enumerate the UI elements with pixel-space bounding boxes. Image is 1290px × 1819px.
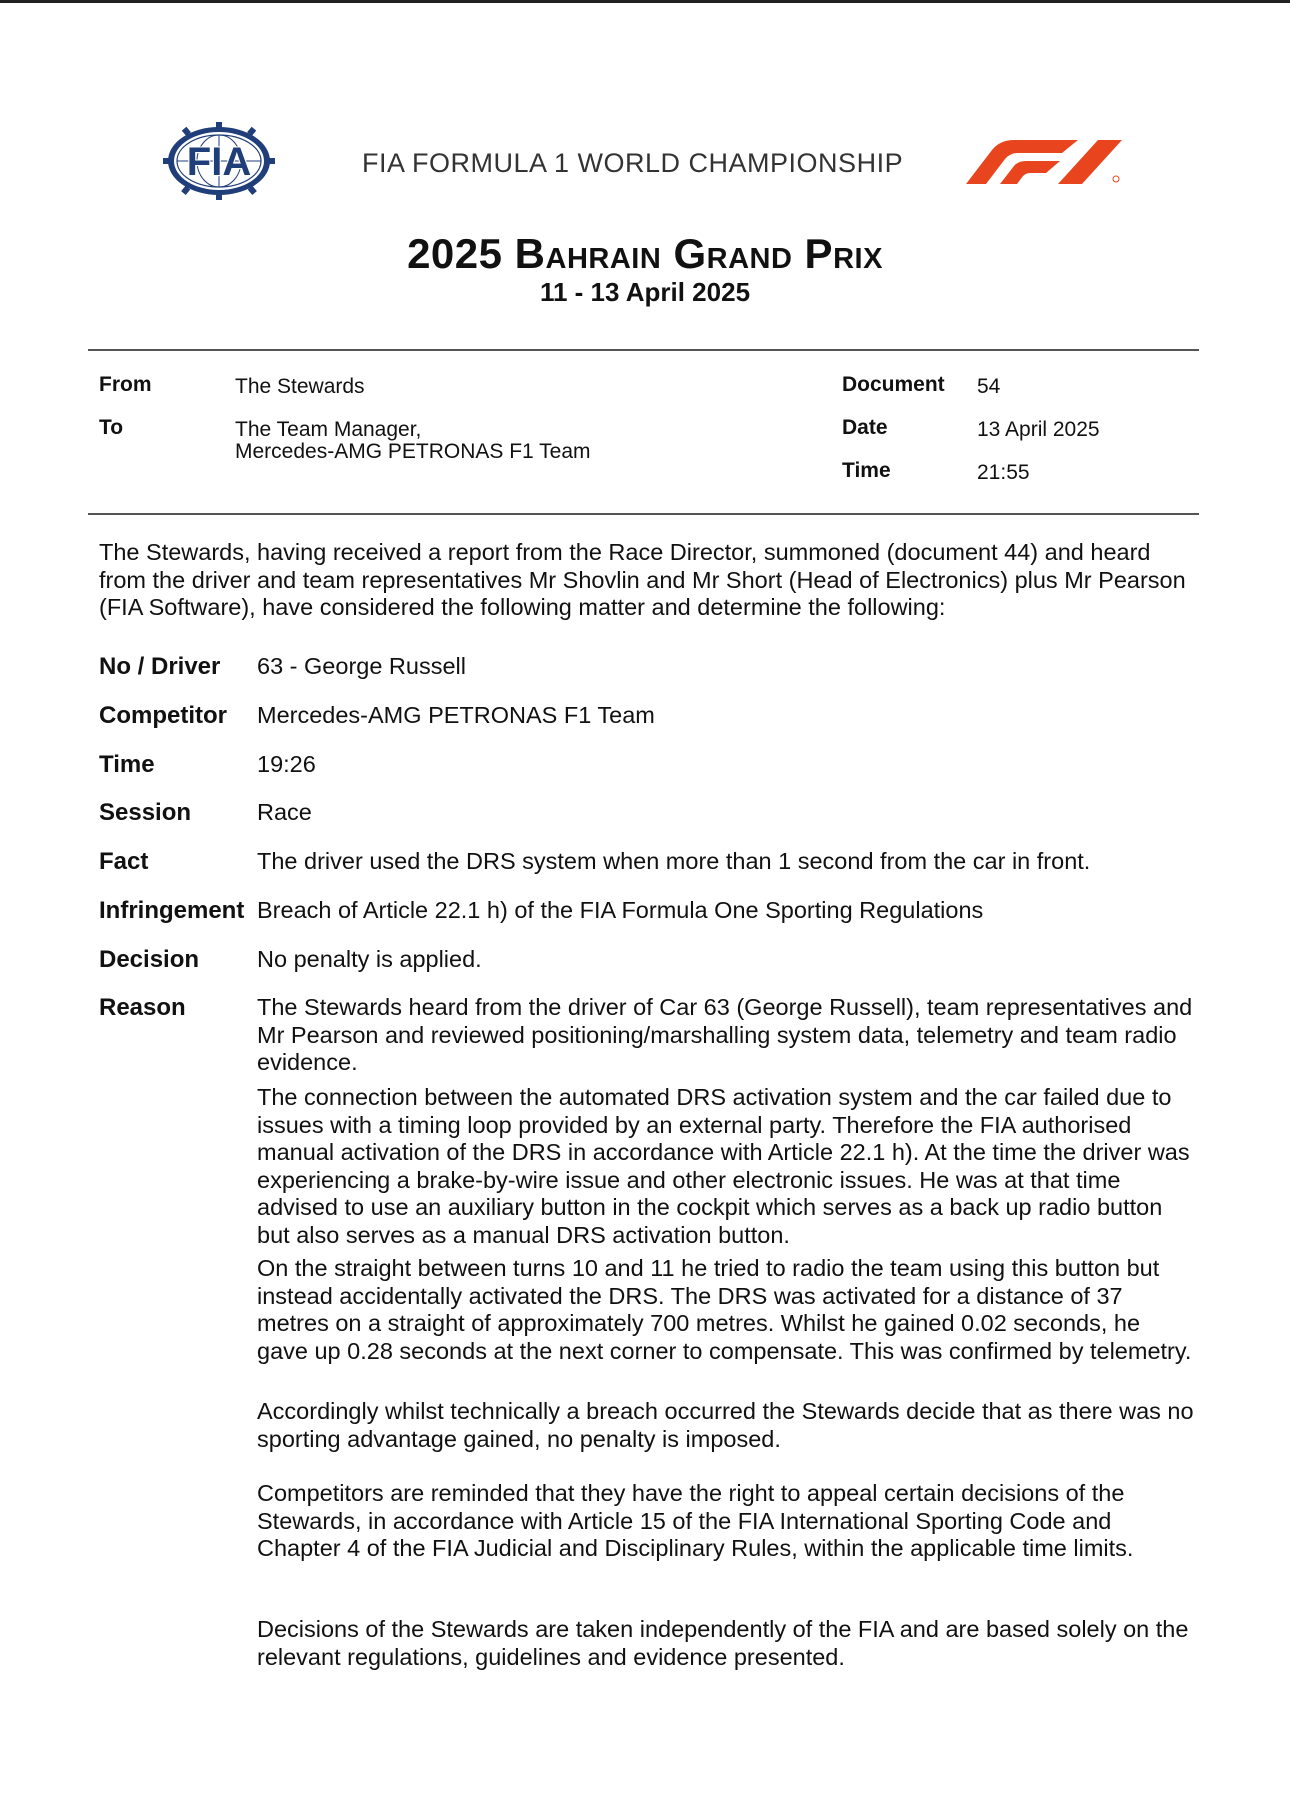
infringement-value: Breach of Article 22.1 h) of the FIA Formula One Sporting Regulations	[257, 897, 984, 923]
from-label: From	[99, 373, 152, 396]
meta-divider	[88, 513, 1199, 515]
document-number: 54	[977, 375, 1001, 398]
competitor-value: Mercedes-AMG PETRONAS F1 Team	[257, 702, 655, 728]
decision-label: Decision	[99, 946, 200, 973]
time-value: 21:55	[977, 461, 1030, 484]
reason-paragraph-3: On the straight between turns 10 and 11 he tried to radio the team using this button but instead accidentally activated the DRS. The DRS was activated for a distance of 37 metres on a straight of approximately 700 metres. Whilst he gained 0.02 seconds, he gave up 0.28 seconds at the next corner to compensate. This was confirmed by telemetry.	[257, 1255, 1192, 1364]
independence-notice: Decisions of the Stewards are taken independently of the FIA and are based solely on the relevant regulations, guidelines and evidence presented.	[257, 1616, 1189, 1670]
fact-label: Fact	[99, 848, 149, 875]
document-label: Document	[842, 373, 945, 396]
header-divider	[88, 349, 1199, 351]
infringement-label: Infringement	[99, 897, 245, 924]
f1-logo-icon	[966, 138, 1122, 184]
reason-paragraph-1: The Stewards heard from the driver of Car 63 (George Russell), team representatives and Mr Pearson and reviewed positioning/marshalling system data, telemetry and team radio evidence.	[257, 994, 1193, 1075]
reason-paragraph-4: Accordingly whilst technically a breach occurred the Stewards decide that as there was no sporting advantage gained, no penalty is imposed.	[257, 1398, 1194, 1452]
from-value: The Stewards	[235, 375, 365, 398]
driver-value: 63 - George Russell	[257, 653, 466, 679]
decision-value: No penalty is applied.	[257, 946, 482, 972]
grand-prix-title: 2025 Bahrain Grand Prix	[407, 230, 883, 277]
intro-paragraph: The Stewards, having received a report from the Race Director, summoned (document 44) and heard from the driver and team representatives Mr Shovlin and Mr Short (Head of Electronics) plus Mr Pearson (FIA Software), have considered the following matter and determine the following:	[99, 539, 1186, 620]
time-label: Time	[842, 459, 891, 482]
date-value: 13 April 2025	[977, 418, 1100, 441]
fia-logo-icon	[163, 122, 275, 200]
session-label: Session	[99, 799, 192, 826]
championship-name: FIA FORMULA 1 WORLD CHAMPIONSHIP	[362, 148, 904, 178]
incident-time-value: 19:26	[257, 751, 316, 777]
driver-label: No / Driver	[99, 653, 221, 680]
incident-time-label: Time	[99, 751, 155, 778]
reason-label: Reason	[99, 994, 186, 1021]
event-dates: 11 - 13 April 2025	[539, 277, 751, 307]
svg-text:FIA: FIA	[186, 140, 252, 184]
date-label: Date	[842, 416, 888, 439]
reason-paragraph-2: The connection between the automated DRS activation system and the car failed due to issues with a timing loop provided by an external party. Therefore the FIA authorised manual activation of the DRS in accordance with Article 22.1 h). At the time the driver was experiencing a brake-by-wire issue and other electronic issues. He was at that time advised to use an auxiliary button in the cockpit which serves as a back up radio button but also serves as a manual DRS activation button.	[257, 1084, 1190, 1248]
to-value-line2: Mercedes-AMG PETRONAS F1 Team	[235, 440, 591, 463]
fact-value: The driver used the DRS system when more than 1 second from the car in front.	[257, 848, 1091, 874]
to-value-line1: The Team Manager,	[235, 418, 422, 441]
to-label: To	[99, 416, 124, 439]
appeal-notice: Competitors are reminded that they have the right to appeal certain decisions of the Stewards, in accordance with Article 15 of the FIA International Sporting Code and Chapter 4 of the FIA Judicial and Disciplinary Rules, within the applicable time limits.	[257, 1480, 1134, 1561]
session-value: Race	[257, 799, 312, 825]
competitor-label: Competitor	[99, 702, 227, 729]
